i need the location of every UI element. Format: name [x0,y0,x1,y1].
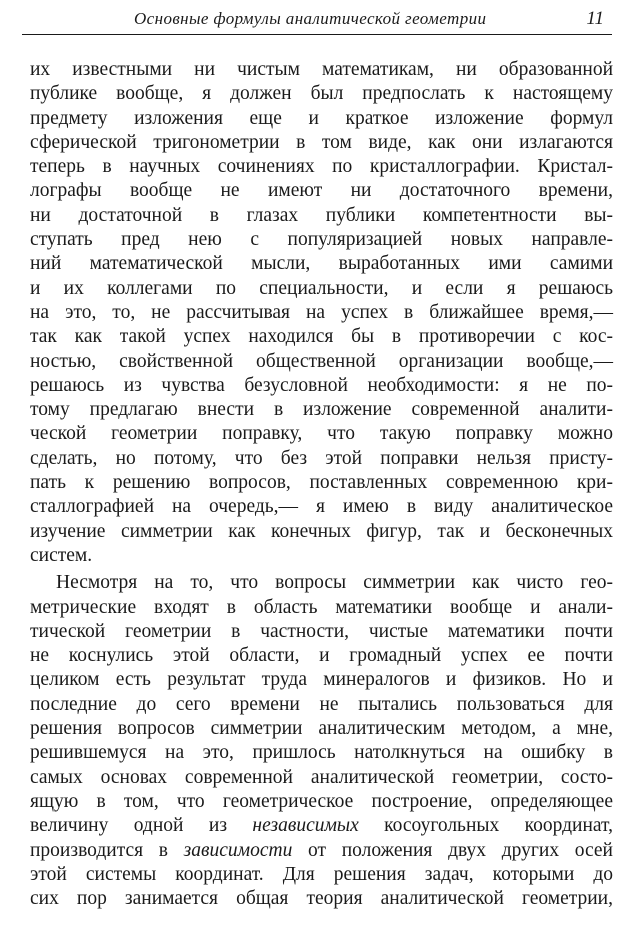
text-line: ступать пред нею с популяризацией новых направле- [30,229,613,251]
text-line: ни достаточной в глазах публики компетентности вы- [30,204,613,226]
text-line: решаюсь из чувства безусловной необходимости: я не по- [30,374,613,396]
text-line: лографы вообще не имеют ни достаточного времени, [30,180,613,202]
text-line: на это, то, не рассчитывая на успех в ближайшее время,— [30,301,613,323]
running-title: Основные формулы аналитической геометрии [134,9,487,28]
page-number: 11 [586,8,604,29]
body-text [30,58,613,911]
text-line: и их коллегами по специальности, и если я решаюсь [30,277,613,299]
text-line: ностью, свойственной общественной организации вообще,— [30,350,613,372]
text-line: ний математической мысли, выработанных ими самими [30,253,613,275]
text-line: метрические входят в область математики вообще и анали- [30,596,613,618]
text-line: решения вопросов симметрии аналитическим методом, а мне, [30,718,613,740]
text-line: этой системы координат. Для решения задач, которыми до [30,863,613,885]
line-text-before: величину одной из [30,815,253,837]
line-text-before: производится в [30,839,184,861]
paragraph-2 [30,571,613,911]
text-line: тому предлагаю внести в изложение современной аналити- [30,399,613,421]
text-line-with-emphasis [30,839,613,863]
text-line: так как такой успех находился бы в противоречии с кос- [30,326,613,348]
text-line: систем. [30,544,93,566]
text-line: их известными ни чистым математикам, ни образованной [30,59,613,80]
text-line: ящую в том, что геометрическое построение, определяющее [30,790,613,812]
text-line: ческой геометрии поправку, что такую поправку можно [30,423,613,445]
text-line: решившемуся на это, пришлось натолкнуться на ошибку в [30,742,613,764]
line-text-after: косоугольных координат, [358,815,613,837]
text-line: сталлографией на очередь,— я имею в виду аналитическое [30,496,613,518]
text-line-with-emphasis [30,814,613,838]
emphasized-word: независимых [252,815,359,837]
text-line: Несмотря на то, что вопросы симметрии как чисто гео- [56,572,613,594]
line-text-after: от положения двух других осей [292,839,613,861]
text-line: тической геометрии в частности, чистые математики почти [30,620,613,642]
text-line: сих пор занимается общая теория аналитической геометрии, [30,888,613,910]
emphasized-word: зависимости [183,839,293,861]
text-line: последние до сего времени не пытались пользоваться для [30,693,613,715]
text-line: изучение симметрии как конечных фигур, так и бесконечных [30,520,613,542]
text-line: сферической тригонометрии в том виде, как они излагаются [30,131,613,153]
text-line: пать к решению вопросов, поставленных современною кри- [30,472,613,494]
text-line: самых основах современной аналитической геометрии, состо- [30,766,613,788]
text-line: сделать, но потому, что без этой поправки нельзя присту- [30,447,613,469]
text-line: целиком есть результат труда минералогов и физиков. Но и [30,669,613,691]
text-line: публике вообще, я должен был предпослать к настоящему [30,83,613,105]
text-line: не коснулись этой области, и громадный успех ее почти [30,645,613,667]
text-line: предмету изложения еще и краткое изложение формул [30,107,613,129]
paragraph-1 [30,58,613,568]
running-head [22,4,612,35]
text-line: теперь в научных сочинениях по кристаллографии. Кристал- [30,156,613,178]
